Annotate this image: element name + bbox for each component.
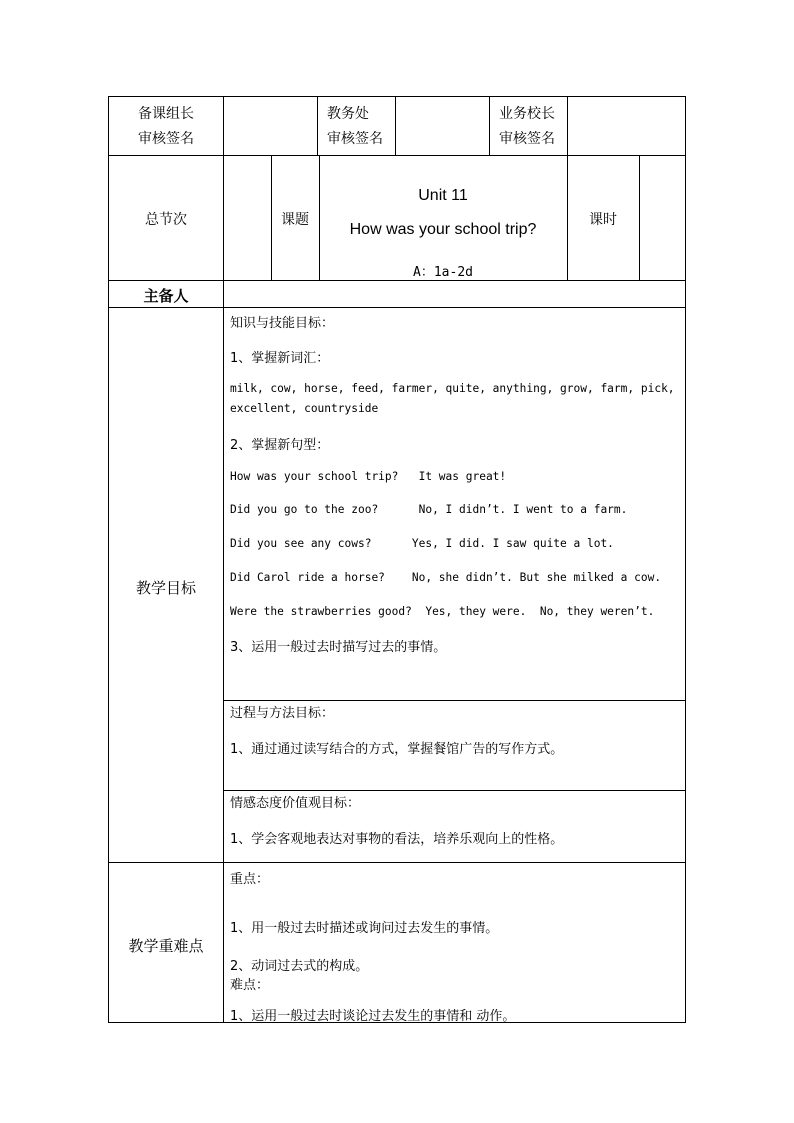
objectives-label: 教学目标 [135, 579, 196, 597]
section-code: A：1a-2d [413, 265, 473, 280]
group-leader-label: 备课组长 [138, 106, 194, 122]
topic-label: 课题 [281, 212, 309, 228]
academic-office-sign-label: 审核签名 [327, 131, 383, 147]
period-label: 课时 [589, 212, 617, 228]
academic-office-label: 教务处 [327, 106, 369, 122]
sentence-line: Did you see any cows? Yes, I did. I saw quite a lot. [230, 537, 614, 550]
process-point: 1、通过通过读写结合的方式，掌握餐馆广告的写作方式。 [230, 742, 564, 757]
preparer-label: 主备人 [143, 287, 189, 305]
vocab-line: milk, cow, horse, feed, farmer, quite, anything, grow, farm, pick, [230, 382, 675, 395]
col-divider [567, 97, 568, 155]
sentence-line: Did Carol ride a horse? No, she didn’t. But she milked a cow. [230, 571, 662, 584]
row-divider [109, 155, 685, 156]
difficult-point: 1、运用一般过去时谈论过去发生的事情和 动作。 [230, 1009, 516, 1024]
sentence-line: Were the strawberries good? Yes, they were. No, they weren’t. [230, 605, 655, 618]
row-divider [223, 790, 685, 791]
row-divider [109, 307, 685, 308]
row-divider [109, 280, 685, 281]
lesson-plan-table [108, 96, 686, 1023]
process-heading: 过程与方法目标： [230, 706, 335, 721]
unit-title: Unit 11 [418, 187, 468, 204]
key-points-label: 教学重难点 [128, 937, 204, 955]
col-divider [223, 97, 224, 1022]
vocab-heading: 1、掌握新词汇： [230, 351, 330, 366]
col-divider [395, 97, 396, 155]
objective-point-3: 3、运用一般过去时描写过去的事情。 [230, 640, 447, 655]
principal-label: 业务校长 [499, 106, 555, 122]
sentence-heading: 2、掌握新句型： [230, 438, 330, 453]
sentence-line: How was your school trip? It was great! [230, 470, 507, 483]
col-divider [317, 97, 318, 155]
row-divider [223, 700, 685, 701]
key-point: 1、用一般过去时描述或询问过去发生的事情。 [230, 921, 499, 936]
row-divider [109, 862, 685, 863]
key-point: 2、动词过去式的构成。 [230, 959, 369, 974]
emotion-point: 1、学会客观地表达对事物的看法，培养乐观向上的性格。 [230, 832, 564, 847]
emotion-heading: 情感态度价值观目标： [230, 796, 361, 811]
principal-sign-label: 审核签名 [499, 131, 555, 147]
group-leader-sign-label: 审核签名 [138, 131, 194, 147]
key-heading: 重点： [230, 872, 270, 887]
col-divider [639, 155, 640, 280]
lesson-title: How was your school trip? [349, 221, 537, 238]
knowledge-heading: 知识与技能目标： [230, 316, 335, 331]
difficult-heading: 难点： [230, 978, 270, 993]
sentence-line: Did you go to the zoo? No, I didn’t. I went to a farm. [230, 503, 628, 516]
total-section-label: 总节次 [145, 212, 187, 228]
col-divider [489, 97, 490, 155]
vocab-line: excellent, countryside [230, 402, 379, 415]
